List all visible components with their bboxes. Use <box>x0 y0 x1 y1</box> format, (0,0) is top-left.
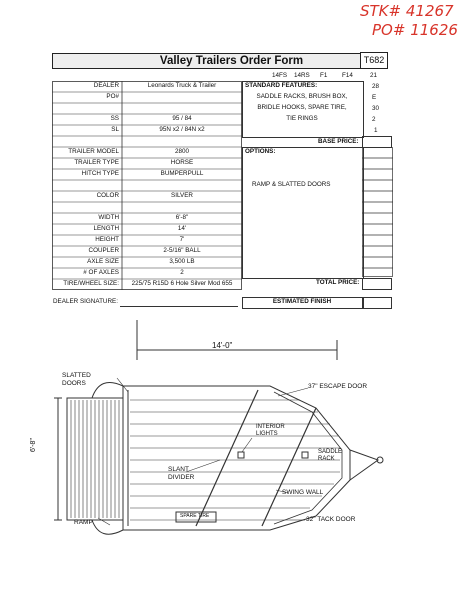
po-number-handwritten: PO# 11626 <box>372 21 458 39</box>
left-row-label: COUPLER <box>88 247 119 254</box>
form-title: Valley Trailers Order Form <box>159 55 304 67</box>
stock-number-handwritten: STK# 41267 <box>360 2 454 20</box>
header-code-f1: F1 <box>320 72 328 79</box>
saddle-rack-label-line2: RACK <box>318 456 335 462</box>
spare-tire-label: SPARE TIRE <box>180 513 210 519</box>
left-row-value[interactable]: Leonards Truck & Trailer <box>147 82 217 89</box>
left-row-label: WIDTH <box>98 214 119 221</box>
left-row-label: # OF AXLES <box>83 269 119 276</box>
interior-lights-label-line2: LIGHTS <box>256 431 278 437</box>
slant-divider-label-line1: SLANT <box>168 466 189 473</box>
saddle-rack-label-line1: SADDLE <box>318 449 343 455</box>
tack-door-label: 32" TACK DOOR <box>306 516 356 523</box>
options-box <box>242 147 364 279</box>
saddle-rack-label <box>318 449 342 463</box>
interior-lights-label <box>256 424 285 438</box>
left-row-label: SS <box>110 115 119 122</box>
slatted-doors-label <box>62 372 91 388</box>
left-row-value[interactable]: 3,500 LB <box>169 258 195 265</box>
left-row-label: COLOR <box>96 192 119 199</box>
interior-lights-label-line1: INTERIOR <box>256 424 285 430</box>
standard-feature-line-1: SADDLE RACKS, BRUSH BOX, <box>256 93 348 100</box>
standard-feature-line-2: BRIDLE HOOKS, SPARE TIRE, <box>257 104 347 111</box>
left-row-value[interactable]: 225/75 R15D 6 Hole Silver Mod 655 <box>131 280 233 287</box>
total-price-field[interactable] <box>362 278 392 290</box>
header-code-value: 21 <box>370 72 378 79</box>
header-code-f14: F14 <box>342 72 353 79</box>
left-row-value[interactable]: 2800 <box>174 148 189 155</box>
left-row-value[interactable]: BUMPERPULL <box>160 170 204 177</box>
dealer-signature-label: DEALER SIGNATURE: <box>53 298 118 305</box>
standard-feature-value-2: E <box>372 94 377 101</box>
standard-feature-line-3: TIE RINGS <box>286 115 318 122</box>
standard-feature-value-3: 30 <box>372 105 380 112</box>
slant-divider-label <box>168 466 194 482</box>
width-dimension-label: 6'-8" <box>30 438 37 452</box>
estimated-finish-field[interactable] <box>362 297 392 309</box>
left-row-label: SL <box>111 126 119 133</box>
left-row-label: TRAILER TYPE <box>74 159 119 166</box>
left-row-value[interactable]: 95 / 84 <box>172 115 192 122</box>
standard-feature-value-1: 28 <box>372 83 380 90</box>
left-row-value[interactable]: 95N x2 / 84N x2 <box>159 126 205 133</box>
left-row-label: HEIGHT <box>95 236 119 243</box>
left-row-label: HITCH TYPE <box>81 170 119 177</box>
estimated-finish-label: ESTIMATED FINISH <box>272 298 332 305</box>
options-price-column <box>362 147 394 277</box>
left-row-value[interactable]: 14' <box>177 225 187 232</box>
left-row-label: TRAILER MODEL <box>68 148 119 155</box>
dealer-signature-line[interactable] <box>120 306 238 307</box>
left-row-value[interactable]: HORSE <box>170 159 194 166</box>
header-code-14rs: 14RS <box>294 72 310 79</box>
total-price-label: TOTAL PRICE: <box>316 279 360 286</box>
slatted-doors-label-line1: SLATTED <box>62 372 91 379</box>
left-row-label: PO# <box>106 93 119 100</box>
left-row-value[interactable]: SILVER <box>171 192 193 199</box>
standard-features-label: STANDARD FEATURES: <box>245 82 318 89</box>
left-row-label: AXLE SIZE <box>87 258 119 265</box>
left-row-label: DEALER <box>93 82 119 89</box>
length-dimension-label: 14'-0" <box>212 341 233 350</box>
left-row-value[interactable]: 2-5/16" BALL <box>163 247 201 254</box>
left-row-value[interactable]: 2 <box>180 269 184 276</box>
left-row-value[interactable]: 7' <box>179 236 185 243</box>
left-row-label: TIRE/WHEEL SIZE: <box>63 280 119 287</box>
slant-divider-label-line2: DIVIDER <box>168 474 195 481</box>
swing-wall-label: SWING WALL <box>282 489 324 496</box>
option-ramp-slatted-doors: RAMP & SLATTED DOORS <box>252 181 331 188</box>
standard-feature-value-4: 2 <box>372 116 376 123</box>
escape-door-label: 37" ESCAPE DOOR <box>308 383 368 390</box>
left-row-label: LENGTH <box>93 225 119 232</box>
form-code-box: T682 <box>360 52 388 69</box>
options-label: OPTIONS: <box>245 148 276 155</box>
base-price-label: BASE PRICE: <box>318 138 359 145</box>
left-row-value[interactable]: 6'-8" <box>175 214 189 221</box>
ramp-label: RAMP <box>74 519 93 526</box>
standard-feature-value-5: 1 <box>374 127 378 134</box>
slatted-doors-label-line2: DOORS <box>62 380 86 387</box>
header-code-14fs: 14FS <box>272 72 288 79</box>
trailer-floor-plan <box>0 320 463 600</box>
